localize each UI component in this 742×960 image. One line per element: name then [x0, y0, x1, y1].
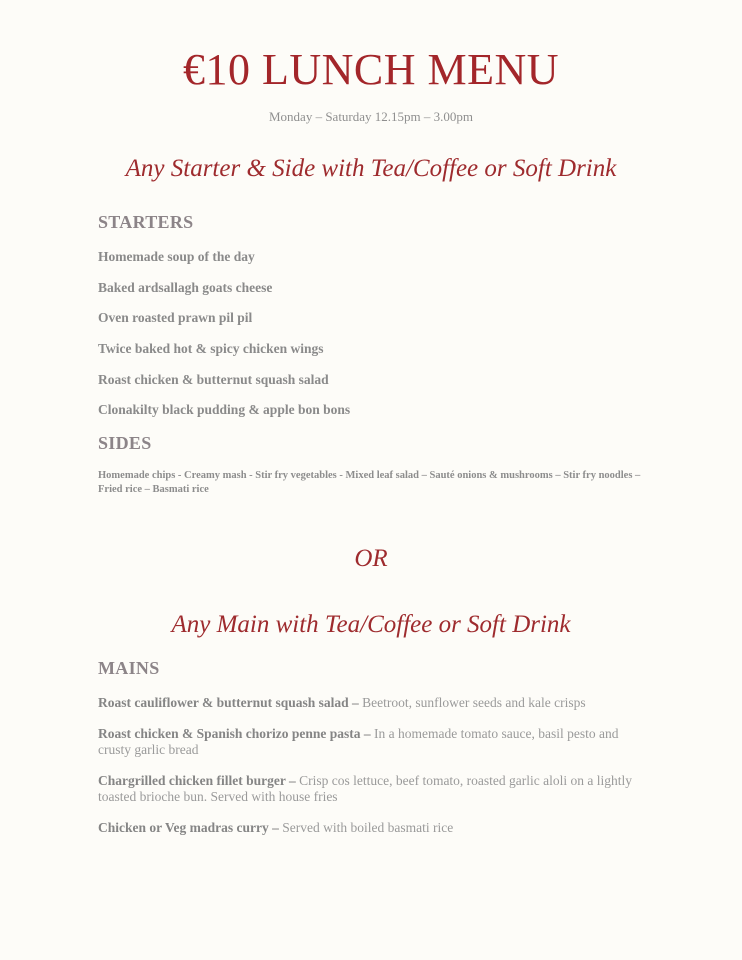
starters-heading: STARTERS: [98, 212, 194, 232]
main-item-description: Served with boiled basmati rice: [278, 820, 454, 835]
main-item-name: Chargrilled chicken fillet burger –: [98, 773, 296, 788]
starter-item: Roast chicken & butternut squash salad: [98, 372, 329, 387]
main-item-name: Chicken or Veg madras curry –: [98, 820, 279, 835]
main-item: [98, 773, 646, 805]
main-item: [98, 726, 646, 758]
starter-item: Baked ardsallagh goats cheese: [98, 280, 273, 295]
main-item: [98, 695, 646, 711]
starter-item: Clonakilty black pudding & apple bon bons: [98, 402, 351, 417]
opening-hours: Monday – Saturday 12.15pm – 3.00pm: [268, 109, 473, 124]
sides-list: Homemade chips - Creamy mash - Stir fry vegetables - Mixed leaf salad – Sauté onions & mushrooms – Stir fry noodles – Fried rice – Basmati rice: [98, 470, 641, 495]
sides-heading: SIDES: [98, 433, 152, 453]
main-offer-heading: Any Main with Tea/Coffee or Soft Drink: [171, 611, 571, 638]
starter-item: Twice baked hot & spicy chicken wings: [98, 341, 324, 356]
main-item-name: Roast chicken & Spanish chorizo penne pasta –: [98, 726, 371, 741]
main-item: [98, 820, 646, 836]
or-divider: OR: [354, 545, 388, 572]
main-item-description: In a homemade tomato sauce, basil pesto and crusty garlic bread: [98, 726, 619, 757]
main-item-description: Beetroot, sunflower seeds and kale crisps: [358, 695, 586, 710]
main-item-description: Crisp cos lettuce, beef tomato, roasted garlic aloli on a lightly toasted brioche bun. Served with house fries: [98, 773, 633, 804]
mains-heading: MAINS: [98, 658, 160, 678]
menu-title: €10 LUNCH MENU: [182, 45, 560, 94]
starter-offer-heading: Any Starter & Side with Tea/Coffee or Soft Drink: [125, 155, 617, 182]
starter-item: Homemade soup of the day: [98, 249, 255, 264]
main-item-name: Roast cauliflower & butternut squash salad –: [98, 695, 359, 710]
starter-item: Oven roasted prawn pil pil: [98, 310, 253, 325]
